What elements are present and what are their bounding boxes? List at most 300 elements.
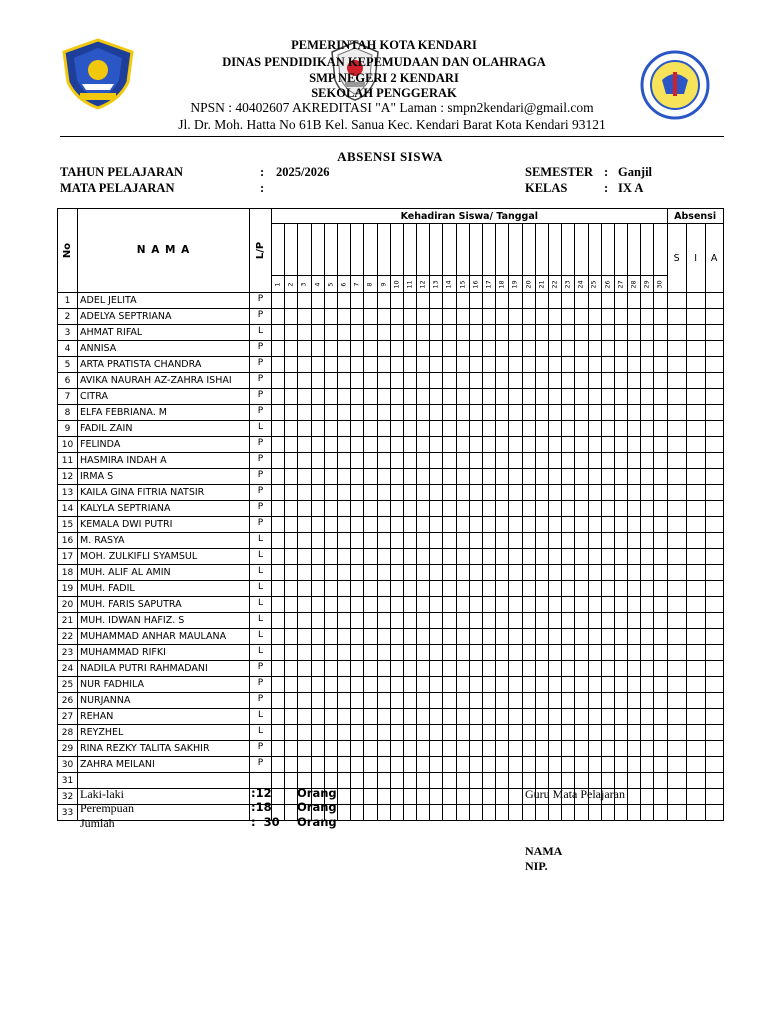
- attendance-cell[interactable]: [509, 613, 522, 629]
- attendance-cell[interactable]: [324, 629, 337, 645]
- attendance-cell[interactable]: [390, 421, 403, 437]
- attendance-cell[interactable]: [654, 421, 667, 437]
- attendance-cell[interactable]: [469, 629, 482, 645]
- attendance-cell[interactable]: [456, 421, 469, 437]
- attendance-cell[interactable]: [654, 565, 667, 581]
- attendance-cell[interactable]: [417, 613, 430, 629]
- attendance-cell[interactable]: [509, 773, 522, 789]
- attendance-cell[interactable]: [614, 325, 627, 341]
- attendance-cell[interactable]: [390, 469, 403, 485]
- attendance-cell[interactable]: [483, 373, 496, 389]
- attendance-cell[interactable]: [588, 741, 601, 757]
- attendance-cell[interactable]: [272, 597, 285, 613]
- attendance-cell[interactable]: [548, 709, 561, 725]
- attendance-cell[interactable]: [654, 581, 667, 597]
- absensi-cell-i[interactable]: [686, 565, 705, 581]
- attendance-cell[interactable]: [575, 805, 588, 821]
- attendance-cell[interactable]: [337, 517, 350, 533]
- attendance-cell[interactable]: [417, 357, 430, 373]
- attendance-cell[interactable]: [601, 613, 614, 629]
- attendance-cell[interactable]: [430, 677, 443, 693]
- attendance-cell[interactable]: [285, 709, 298, 725]
- attendance-cell[interactable]: [298, 325, 311, 341]
- attendance-cell[interactable]: [548, 421, 561, 437]
- attendance-cell[interactable]: [430, 325, 443, 341]
- attendance-cell[interactable]: [443, 293, 456, 309]
- attendance-cell[interactable]: [548, 549, 561, 565]
- attendance-cell[interactable]: [324, 741, 337, 757]
- attendance-cell[interactable]: [575, 293, 588, 309]
- attendance-cell[interactable]: [390, 757, 403, 773]
- attendance-cell[interactable]: [509, 357, 522, 373]
- attendance-cell[interactable]: [641, 517, 654, 533]
- attendance-cell[interactable]: [509, 517, 522, 533]
- absensi-cell-s[interactable]: [667, 293, 686, 309]
- attendance-cell[interactable]: [601, 501, 614, 517]
- attendance-cell[interactable]: [311, 741, 324, 757]
- attendance-cell[interactable]: [522, 661, 535, 677]
- attendance-cell[interactable]: [285, 405, 298, 421]
- attendance-cell[interactable]: [562, 741, 575, 757]
- attendance-cell[interactable]: [641, 805, 654, 821]
- attendance-cell[interactable]: [588, 693, 601, 709]
- attendance-cell[interactable]: [285, 373, 298, 389]
- attendance-cell[interactable]: [628, 613, 641, 629]
- attendance-cell[interactable]: [337, 709, 350, 725]
- attendance-cell[interactable]: [562, 325, 575, 341]
- attendance-cell[interactable]: [443, 357, 456, 373]
- attendance-cell[interactable]: [535, 741, 548, 757]
- attendance-cell[interactable]: [337, 309, 350, 325]
- attendance-cell[interactable]: [614, 501, 627, 517]
- attendance-cell[interactable]: [430, 357, 443, 373]
- attendance-cell[interactable]: [430, 597, 443, 613]
- absensi-cell-s[interactable]: [667, 597, 686, 613]
- attendance-cell[interactable]: [272, 757, 285, 773]
- absensi-cell-s[interactable]: [667, 773, 686, 789]
- attendance-cell[interactable]: [403, 645, 416, 661]
- attendance-cell[interactable]: [548, 725, 561, 741]
- attendance-cell[interactable]: [628, 533, 641, 549]
- attendance-cell[interactable]: [509, 389, 522, 405]
- attendance-cell[interactable]: [575, 645, 588, 661]
- attendance-cell[interactable]: [324, 501, 337, 517]
- attendance-cell[interactable]: [548, 485, 561, 501]
- attendance-cell[interactable]: [601, 533, 614, 549]
- attendance-cell[interactable]: [337, 677, 350, 693]
- attendance-cell[interactable]: [496, 421, 509, 437]
- attendance-cell[interactable]: [377, 469, 390, 485]
- attendance-cell[interactable]: [403, 805, 416, 821]
- attendance-cell[interactable]: [417, 709, 430, 725]
- attendance-cell[interactable]: [377, 805, 390, 821]
- attendance-cell[interactable]: [628, 789, 641, 805]
- attendance-cell[interactable]: [456, 437, 469, 453]
- attendance-cell[interactable]: [364, 533, 377, 549]
- attendance-cell[interactable]: [469, 309, 482, 325]
- attendance-cell[interactable]: [417, 677, 430, 693]
- attendance-cell[interactable]: [364, 661, 377, 677]
- attendance-cell[interactable]: [614, 693, 627, 709]
- attendance-cell[interactable]: [483, 677, 496, 693]
- absensi-cell-a[interactable]: [705, 293, 723, 309]
- attendance-cell[interactable]: [285, 453, 298, 469]
- attendance-cell[interactable]: [311, 629, 324, 645]
- attendance-cell[interactable]: [522, 565, 535, 581]
- attendance-cell[interactable]: [469, 645, 482, 661]
- attendance-cell[interactable]: [430, 501, 443, 517]
- attendance-cell[interactable]: [562, 469, 575, 485]
- attendance-cell[interactable]: [324, 453, 337, 469]
- attendance-cell[interactable]: [298, 565, 311, 581]
- attendance-cell[interactable]: [496, 405, 509, 421]
- attendance-cell[interactable]: [351, 501, 364, 517]
- attendance-cell[interactable]: [522, 629, 535, 645]
- attendance-cell[interactable]: [324, 565, 337, 581]
- attendance-cell[interactable]: [588, 549, 601, 565]
- absensi-cell-s[interactable]: [667, 389, 686, 405]
- attendance-cell[interactable]: [430, 549, 443, 565]
- attendance-cell[interactable]: [417, 373, 430, 389]
- attendance-cell[interactable]: [337, 357, 350, 373]
- attendance-cell[interactable]: [614, 533, 627, 549]
- attendance-cell[interactable]: [443, 805, 456, 821]
- attendance-cell[interactable]: [272, 709, 285, 725]
- attendance-cell[interactable]: [641, 421, 654, 437]
- attendance-cell[interactable]: [285, 469, 298, 485]
- attendance-cell[interactable]: [496, 357, 509, 373]
- attendance-cell[interactable]: [311, 373, 324, 389]
- attendance-cell[interactable]: [522, 613, 535, 629]
- attendance-cell[interactable]: [575, 629, 588, 645]
- attendance-cell[interactable]: [496, 549, 509, 565]
- attendance-cell[interactable]: [456, 661, 469, 677]
- attendance-cell[interactable]: [509, 597, 522, 613]
- attendance-cell[interactable]: [483, 357, 496, 373]
- attendance-cell[interactable]: [614, 709, 627, 725]
- attendance-cell[interactable]: [483, 805, 496, 821]
- attendance-cell[interactable]: [588, 805, 601, 821]
- attendance-cell[interactable]: [614, 565, 627, 581]
- attendance-cell[interactable]: [535, 597, 548, 613]
- attendance-cell[interactable]: [496, 501, 509, 517]
- attendance-cell[interactable]: [588, 357, 601, 373]
- attendance-cell[interactable]: [298, 613, 311, 629]
- attendance-cell[interactable]: [351, 677, 364, 693]
- attendance-cell[interactable]: [548, 805, 561, 821]
- attendance-cell[interactable]: [575, 709, 588, 725]
- attendance-cell[interactable]: [641, 709, 654, 725]
- attendance-cell[interactable]: [641, 437, 654, 453]
- attendance-cell[interactable]: [403, 405, 416, 421]
- attendance-cell[interactable]: [628, 709, 641, 725]
- attendance-cell[interactable]: [469, 565, 482, 581]
- attendance-cell[interactable]: [614, 389, 627, 405]
- attendance-cell[interactable]: [390, 309, 403, 325]
- attendance-cell[interactable]: [272, 645, 285, 661]
- attendance-cell[interactable]: [324, 325, 337, 341]
- attendance-cell[interactable]: [364, 293, 377, 309]
- attendance-cell[interactable]: [443, 549, 456, 565]
- attendance-cell[interactable]: [430, 725, 443, 741]
- attendance-cell[interactable]: [377, 725, 390, 741]
- absensi-cell-a[interactable]: [705, 421, 723, 437]
- attendance-cell[interactable]: [509, 421, 522, 437]
- attendance-cell[interactable]: [496, 709, 509, 725]
- attendance-cell[interactable]: [641, 565, 654, 581]
- attendance-cell[interactable]: [522, 693, 535, 709]
- attendance-cell[interactable]: [311, 597, 324, 613]
- attendance-cell[interactable]: [311, 437, 324, 453]
- attendance-cell[interactable]: [298, 405, 311, 421]
- attendance-cell[interactable]: [351, 741, 364, 757]
- attendance-cell[interactable]: [377, 309, 390, 325]
- attendance-cell[interactable]: [456, 341, 469, 357]
- attendance-cell[interactable]: [575, 309, 588, 325]
- attendance-cell[interactable]: [654, 757, 667, 773]
- attendance-cell[interactable]: [562, 757, 575, 773]
- attendance-cell[interactable]: [469, 741, 482, 757]
- attendance-cell[interactable]: [430, 453, 443, 469]
- attendance-cell[interactable]: [443, 421, 456, 437]
- attendance-cell[interactable]: [456, 533, 469, 549]
- attendance-cell[interactable]: [377, 645, 390, 661]
- attendance-cell[interactable]: [364, 485, 377, 501]
- absensi-cell-i[interactable]: [686, 741, 705, 757]
- absensi-cell-s[interactable]: [667, 517, 686, 533]
- attendance-cell[interactable]: [535, 581, 548, 597]
- attendance-cell[interactable]: [298, 437, 311, 453]
- attendance-cell[interactable]: [417, 597, 430, 613]
- attendance-cell[interactable]: [337, 629, 350, 645]
- attendance-cell[interactable]: [403, 741, 416, 757]
- attendance-cell[interactable]: [298, 421, 311, 437]
- attendance-cell[interactable]: [654, 357, 667, 373]
- attendance-cell[interactable]: [390, 389, 403, 405]
- attendance-cell[interactable]: [469, 773, 482, 789]
- attendance-cell[interactable]: [390, 565, 403, 581]
- attendance-cell[interactable]: [522, 581, 535, 597]
- attendance-cell[interactable]: [601, 517, 614, 533]
- attendance-cell[interactable]: [390, 485, 403, 501]
- attendance-cell[interactable]: [417, 437, 430, 453]
- attendance-cell[interactable]: [654, 309, 667, 325]
- attendance-cell[interactable]: [430, 341, 443, 357]
- attendance-cell[interactable]: [496, 565, 509, 581]
- attendance-cell[interactable]: [456, 453, 469, 469]
- attendance-cell[interactable]: [443, 469, 456, 485]
- attendance-cell[interactable]: [469, 693, 482, 709]
- attendance-cell[interactable]: [298, 693, 311, 709]
- attendance-cell[interactable]: [469, 725, 482, 741]
- attendance-cell[interactable]: [535, 437, 548, 453]
- attendance-cell[interactable]: [298, 501, 311, 517]
- attendance-cell[interactable]: [311, 325, 324, 341]
- attendance-cell[interactable]: [456, 517, 469, 533]
- attendance-cell[interactable]: [285, 725, 298, 741]
- attendance-cell[interactable]: [654, 373, 667, 389]
- attendance-cell[interactable]: [483, 325, 496, 341]
- attendance-cell[interactable]: [522, 405, 535, 421]
- absensi-cell-a[interactable]: [705, 629, 723, 645]
- attendance-cell[interactable]: [469, 485, 482, 501]
- attendance-cell[interactable]: [614, 469, 627, 485]
- attendance-cell[interactable]: [390, 533, 403, 549]
- absensi-cell-i[interactable]: [686, 789, 705, 805]
- attendance-cell[interactable]: [456, 485, 469, 501]
- attendance-cell[interactable]: [483, 533, 496, 549]
- attendance-cell[interactable]: [548, 453, 561, 469]
- attendance-cell[interactable]: [337, 693, 350, 709]
- attendance-cell[interactable]: [456, 373, 469, 389]
- attendance-cell[interactable]: [641, 293, 654, 309]
- attendance-cell[interactable]: [298, 549, 311, 565]
- attendance-cell[interactable]: [483, 597, 496, 613]
- attendance-cell[interactable]: [456, 709, 469, 725]
- attendance-cell[interactable]: [496, 293, 509, 309]
- attendance-cell[interactable]: [377, 565, 390, 581]
- attendance-cell[interactable]: [456, 677, 469, 693]
- attendance-cell[interactable]: [628, 437, 641, 453]
- attendance-cell[interactable]: [351, 757, 364, 773]
- attendance-cell[interactable]: [443, 485, 456, 501]
- attendance-cell[interactable]: [403, 693, 416, 709]
- attendance-cell[interactable]: [403, 725, 416, 741]
- attendance-cell[interactable]: [443, 645, 456, 661]
- attendance-cell[interactable]: [522, 741, 535, 757]
- absensi-cell-s[interactable]: [667, 693, 686, 709]
- attendance-cell[interactable]: [509, 501, 522, 517]
- attendance-cell[interactable]: [641, 533, 654, 549]
- attendance-cell[interactable]: [285, 597, 298, 613]
- attendance-cell[interactable]: [654, 693, 667, 709]
- attendance-cell[interactable]: [483, 453, 496, 469]
- attendance-cell[interactable]: [496, 485, 509, 501]
- attendance-cell[interactable]: [601, 757, 614, 773]
- attendance-cell[interactable]: [483, 565, 496, 581]
- attendance-cell[interactable]: [522, 805, 535, 821]
- attendance-cell[interactable]: [285, 677, 298, 693]
- attendance-cell[interactable]: [483, 725, 496, 741]
- attendance-cell[interactable]: [351, 613, 364, 629]
- attendance-cell[interactable]: [403, 757, 416, 773]
- attendance-cell[interactable]: [298, 645, 311, 661]
- absensi-cell-s[interactable]: [667, 469, 686, 485]
- attendance-cell[interactable]: [364, 773, 377, 789]
- attendance-cell[interactable]: [456, 325, 469, 341]
- absensi-cell-a[interactable]: [705, 501, 723, 517]
- attendance-cell[interactable]: [272, 501, 285, 517]
- attendance-cell[interactable]: [575, 565, 588, 581]
- attendance-cell[interactable]: [628, 629, 641, 645]
- attendance-cell[interactable]: [364, 517, 377, 533]
- attendance-cell[interactable]: [417, 341, 430, 357]
- attendance-cell[interactable]: [272, 309, 285, 325]
- attendance-cell[interactable]: [654, 517, 667, 533]
- attendance-cell[interactable]: [469, 325, 482, 341]
- attendance-cell[interactable]: [575, 677, 588, 693]
- attendance-cell[interactable]: [496, 453, 509, 469]
- attendance-cell[interactable]: [641, 341, 654, 357]
- attendance-cell[interactable]: [351, 453, 364, 469]
- attendance-cell[interactable]: [443, 581, 456, 597]
- absensi-cell-i[interactable]: [686, 629, 705, 645]
- attendance-cell[interactable]: [417, 309, 430, 325]
- attendance-cell[interactable]: [311, 405, 324, 421]
- absensi-cell-s[interactable]: [667, 741, 686, 757]
- attendance-cell[interactable]: [285, 789, 298, 805]
- attendance-cell[interactable]: [509, 437, 522, 453]
- attendance-cell[interactable]: [575, 693, 588, 709]
- absensi-cell-i[interactable]: [686, 453, 705, 469]
- attendance-cell[interactable]: [535, 357, 548, 373]
- attendance-cell[interactable]: [364, 421, 377, 437]
- absensi-cell-a[interactable]: [705, 533, 723, 549]
- attendance-cell[interactable]: [285, 501, 298, 517]
- attendance-cell[interactable]: [548, 373, 561, 389]
- attendance-cell[interactable]: [272, 581, 285, 597]
- attendance-cell[interactable]: [430, 629, 443, 645]
- attendance-cell[interactable]: [522, 469, 535, 485]
- attendance-cell[interactable]: [628, 405, 641, 421]
- attendance-cell[interactable]: [311, 485, 324, 501]
- attendance-cell[interactable]: [443, 389, 456, 405]
- attendance-cell[interactable]: [337, 661, 350, 677]
- attendance-cell[interactable]: [628, 693, 641, 709]
- attendance-cell[interactable]: [614, 549, 627, 565]
- absensi-cell-a[interactable]: [705, 757, 723, 773]
- attendance-cell[interactable]: [548, 517, 561, 533]
- attendance-cell[interactable]: [337, 645, 350, 661]
- attendance-cell[interactable]: [430, 741, 443, 757]
- attendance-cell[interactable]: [483, 645, 496, 661]
- absensi-cell-a[interactable]: [705, 309, 723, 325]
- attendance-cell[interactable]: [641, 501, 654, 517]
- absensi-cell-s[interactable]: [667, 533, 686, 549]
- attendance-cell[interactable]: [548, 437, 561, 453]
- attendance-cell[interactable]: [614, 485, 627, 501]
- attendance-cell[interactable]: [601, 709, 614, 725]
- attendance-cell[interactable]: [562, 357, 575, 373]
- attendance-cell[interactable]: [403, 357, 416, 373]
- attendance-cell[interactable]: [403, 517, 416, 533]
- attendance-cell[interactable]: [641, 485, 654, 501]
- attendance-cell[interactable]: [311, 757, 324, 773]
- absensi-cell-i[interactable]: [686, 389, 705, 405]
- attendance-cell[interactable]: [364, 469, 377, 485]
- attendance-cell[interactable]: [522, 677, 535, 693]
- attendance-cell[interactable]: [628, 469, 641, 485]
- attendance-cell[interactable]: [403, 341, 416, 357]
- attendance-cell[interactable]: [654, 789, 667, 805]
- attendance-cell[interactable]: [496, 469, 509, 485]
- attendance-cell[interactable]: [377, 437, 390, 453]
- attendance-cell[interactable]: [614, 677, 627, 693]
- attendance-cell[interactable]: [272, 549, 285, 565]
- attendance-cell[interactable]: [417, 645, 430, 661]
- attendance-cell[interactable]: [311, 645, 324, 661]
- absensi-cell-a[interactable]: [705, 389, 723, 405]
- attendance-cell[interactable]: [548, 645, 561, 661]
- attendance-cell[interactable]: [496, 789, 509, 805]
- attendance-cell[interactable]: [654, 533, 667, 549]
- attendance-cell[interactable]: [614, 341, 627, 357]
- attendance-cell[interactable]: [535, 645, 548, 661]
- attendance-cell[interactable]: [403, 293, 416, 309]
- attendance-cell[interactable]: [430, 389, 443, 405]
- attendance-cell[interactable]: [614, 405, 627, 421]
- attendance-cell[interactable]: [311, 709, 324, 725]
